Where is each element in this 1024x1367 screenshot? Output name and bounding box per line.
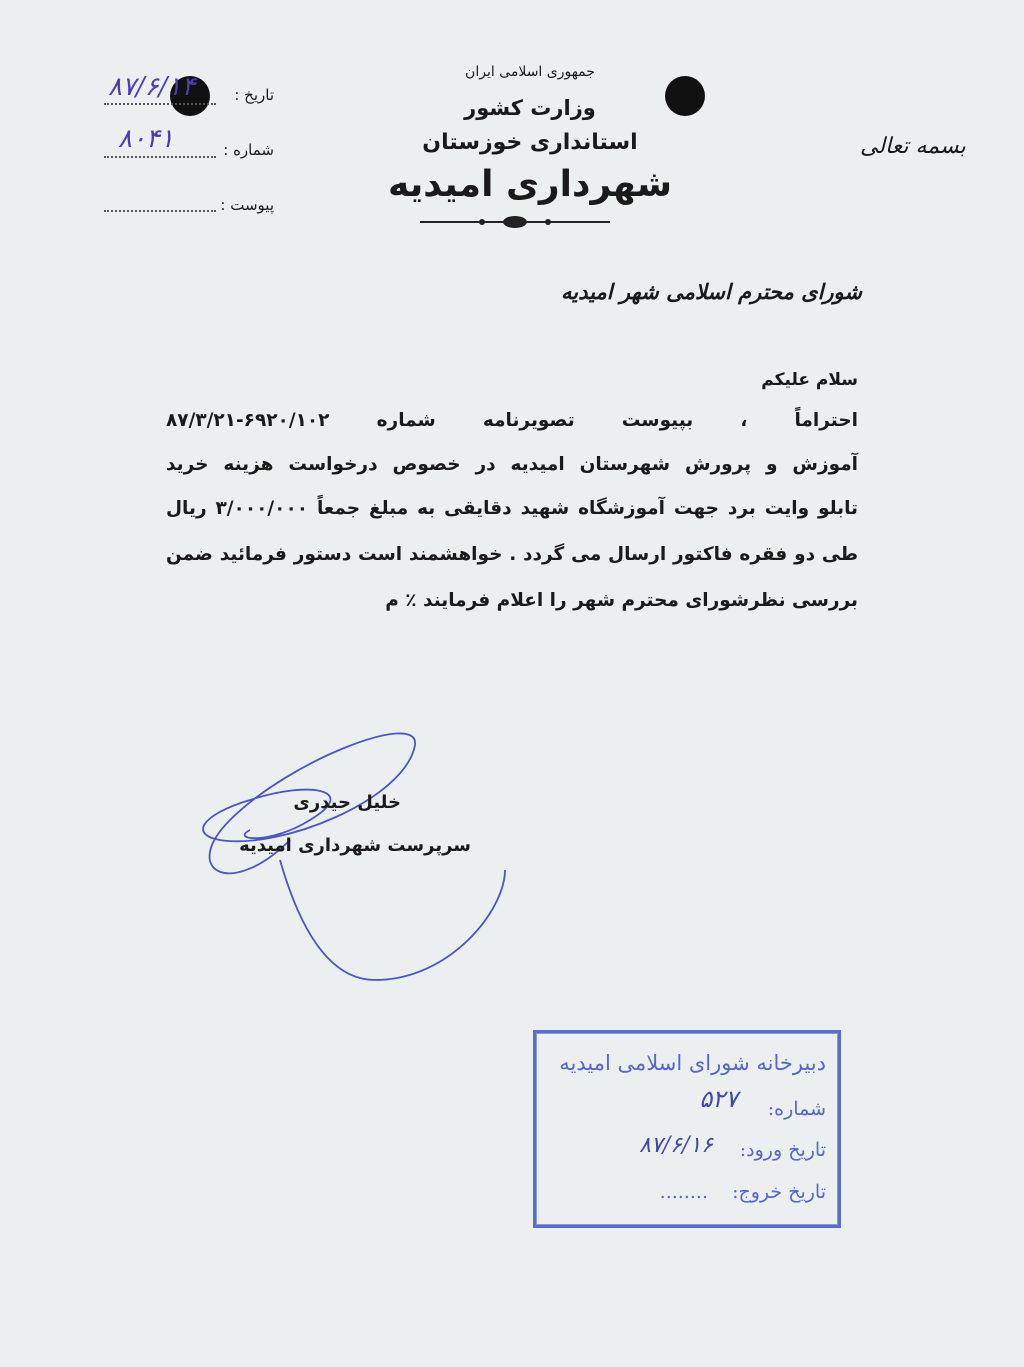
body-line: آموزش و پرورش شهرستان امیدیه در خصوص درخواست هزینه خرید [166, 454, 858, 475]
stamp-entry-value: ۸۷/۶/۱۶ [639, 1133, 713, 1158]
greeting: سلام علیکم [761, 370, 858, 390]
stamp-number-value: ۵۲۷ [699, 1085, 738, 1113]
stamp-number-label: شماره: [767, 1098, 826, 1120]
stamp-title: دبیرخانه شورای اسلامی امیدیه [559, 1051, 826, 1075]
body-line: تابلو وایت برد جهت آموزشگاه شهید دقایقی به مبلغ جمعاً ۳/۰۰۰/۰۰۰ ریال [166, 498, 858, 519]
stamp-exit-value: ........ [659, 1181, 708, 1203]
number-value: ۸۰۴۱ [118, 124, 174, 154]
stamp-entry-label: تاریخ ورود: [739, 1139, 826, 1161]
governorate-title: استانداری خوزستان [422, 130, 638, 155]
date-dotted-line [104, 103, 216, 105]
municipality-title: شهرداری امیدیه [387, 164, 673, 205]
council-secretariat-stamp [533, 1030, 841, 1228]
signer-name: خلیل حیدری [293, 792, 401, 813]
attachment-dotted-line [104, 210, 216, 212]
stamp-exit-label: تاریخ خروج: [732, 1181, 826, 1203]
date-value: ۸۷/۶/۱۴ [108, 72, 196, 102]
recipient: شورای محترم اسلامی شهر امیدیه [561, 280, 862, 304]
signer-title: سرپرست شهرداری امیدیه [239, 835, 471, 856]
attachment-label: پیوست : [220, 196, 274, 214]
basmala: بسمه تعالی [860, 134, 966, 159]
ornament-divider [420, 212, 610, 232]
republic-title: جمهوری اسلامی ایران [465, 64, 595, 80]
body-line: بررسی نظرشورای محترم شهر را اعلام فرمایند ٪ م [385, 590, 858, 611]
date-label: تاریخ : [234, 86, 274, 104]
body-line: طی دو فقره فاکتور ارسال می گردد . خواهشمند است دستور فرمائید ضمن [166, 544, 858, 565]
number-label: شماره : [223, 141, 274, 159]
ministry-title: وزارت کشور [464, 96, 596, 120]
body-line: احتراماً ، بپیوست تصویرنامه شماره ۶۹۲۰/۱۰۲-۸۷/۳/۲۱ [166, 410, 858, 431]
number-dotted-line [104, 156, 216, 158]
